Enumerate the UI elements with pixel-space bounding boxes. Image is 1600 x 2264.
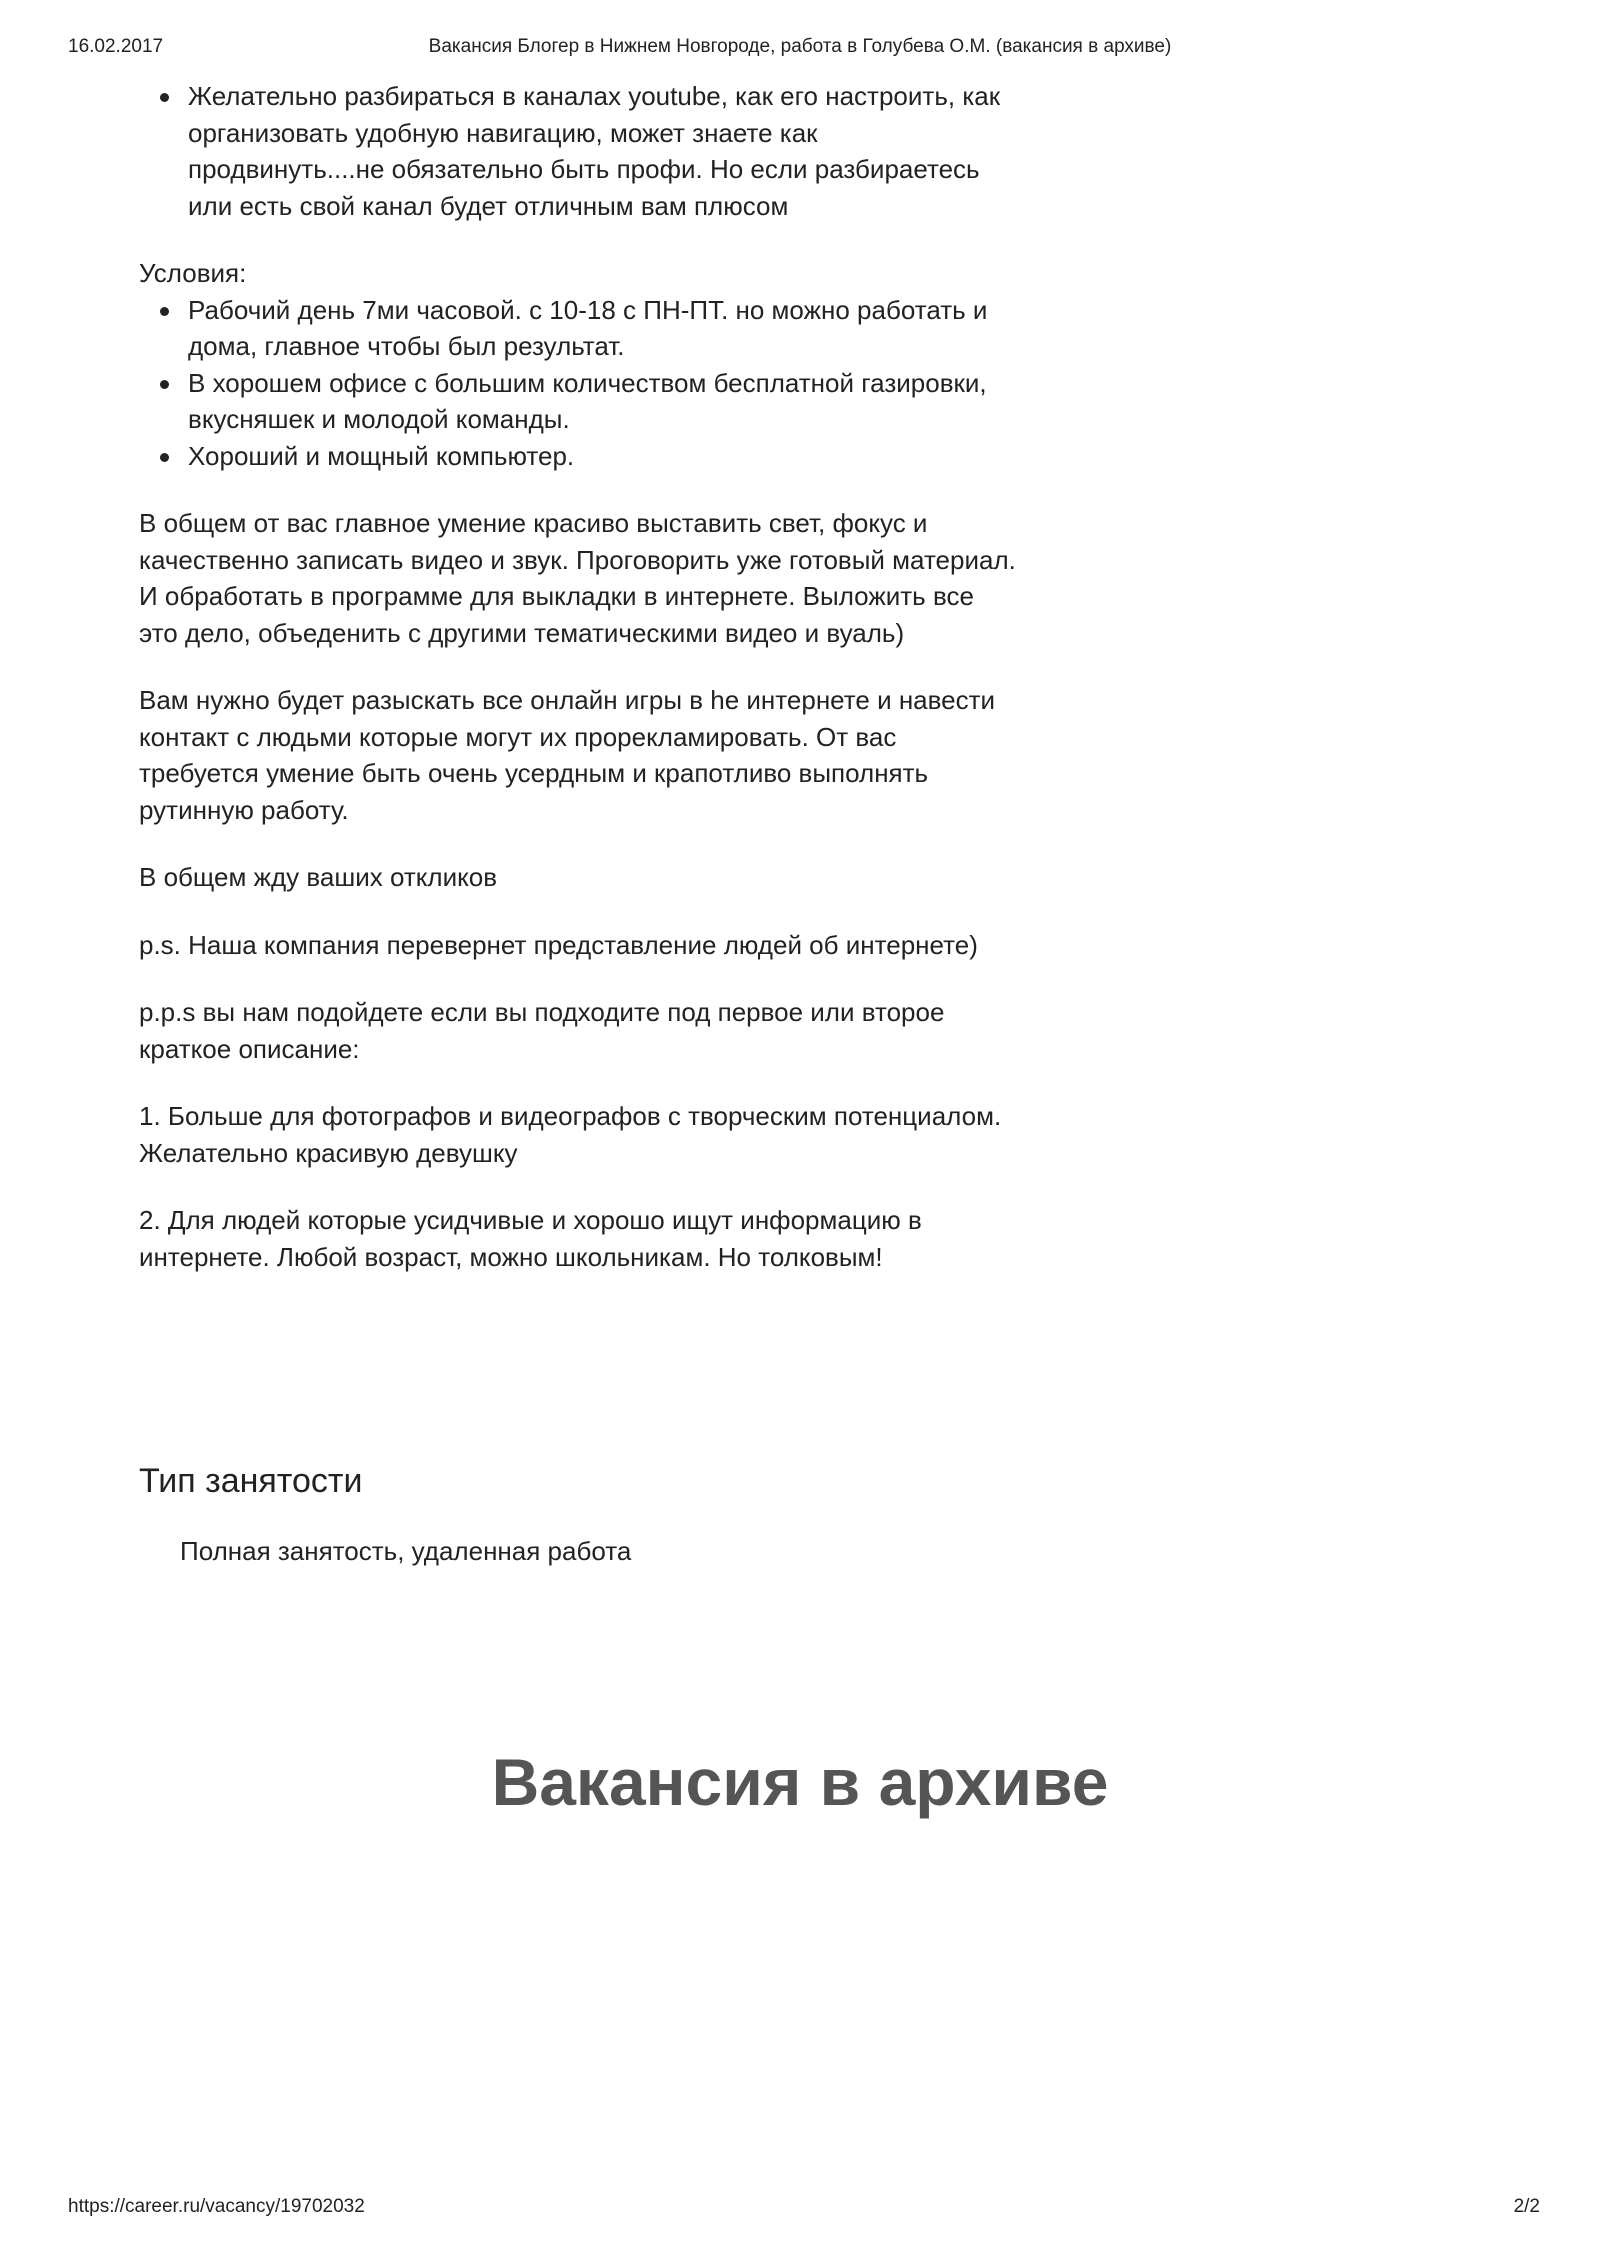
- paragraph: В общем жду ваших откликов: [139, 862, 498, 892]
- print-header: [0, 36, 1600, 66]
- spacer: [139, 963, 1019, 994]
- archived-vacancy-banner: Вакансия в архиве: [491, 1745, 1109, 1819]
- print-url: https://career.ru/vacancy/19702032: [68, 2196, 365, 2217]
- spacer: [139, 651, 1019, 682]
- spacer: [139, 896, 1019, 927]
- conditions-label: Условия:: [139, 258, 247, 288]
- employment-type-title: Тип занятости: [139, 1462, 363, 1500]
- paragraph: p.s. Наша компания перевернет представление людей об интернете): [139, 929, 978, 960]
- paragraph: 1. Больше для фотографов и видеографов с творческим потенциалом. Желательно красивую девушку: [139, 1101, 1002, 1168]
- requirements-list: [139, 78, 1019, 224]
- conditions-list: [139, 292, 1019, 475]
- spacer: [139, 1171, 1019, 1202]
- paragraph: p.p.s вы нам подойдете если вы подходите под первое или второе краткое описание:: [139, 997, 945, 1064]
- spacer: [139, 474, 1019, 505]
- page-number: 2/2: [1513, 2196, 1540, 2217]
- spacer: [139, 224, 1019, 255]
- paragraph: Вам нужно будет разыскать все онлайн игры в he интернете и навести контакт с людьми которые могут их прорекламировать. От вас требуется умение быть очень усердным и крапотливо выполнять рутинную работу.: [139, 685, 996, 825]
- print-title: Вакансия Блогер в Нижнем Новгороде, работа в Голубева О.М. (вакансия в архиве): [428, 36, 1172, 57]
- paragraph: В общем от вас главное умение красиво выставить свет, фокус и качественно записать видео и звук. Проговорить уже готовый материал. И обработать в программе для выкладки в интернете. Выложить все это дело, объеденить с другими тематическими видео и вуаль): [139, 508, 1016, 648]
- spacer: [139, 828, 1019, 859]
- list-item: Хороший и мощный компьютер.: [188, 438, 1019, 475]
- list-item: Рабочий день 7ми часовой. с 10-18 с ПН-ПТ. но можно работать и дома, главное чтобы был результат.: [188, 292, 1019, 365]
- list-item: В хорошем офисе с большим количеством бесплатной газировки, вкусняшек и молодой команды.: [188, 365, 1019, 438]
- paragraph: 2. Для людей которые усидчивые и хорошо ищут информацию в интернете. Любой возраст, можно школьникам. Но толковым!: [139, 1205, 922, 1272]
- list-item: Желательно разбираться в каналах youtube, как его настроить, как организовать удобную навигацию, может знаете как продвинуть....не обязательно быть профи. Но если разбираетесь или есть свой канал будет отличным вам плюсом: [188, 78, 1019, 224]
- employment-type-value: Полная занятость, удаленная работа: [180, 1536, 632, 1566]
- print-footer: [0, 2196, 1600, 2226]
- spacer: [139, 1067, 1019, 1098]
- print-date: 16.02.2017: [68, 36, 164, 57]
- vacancy-description: [139, 78, 1019, 1275]
